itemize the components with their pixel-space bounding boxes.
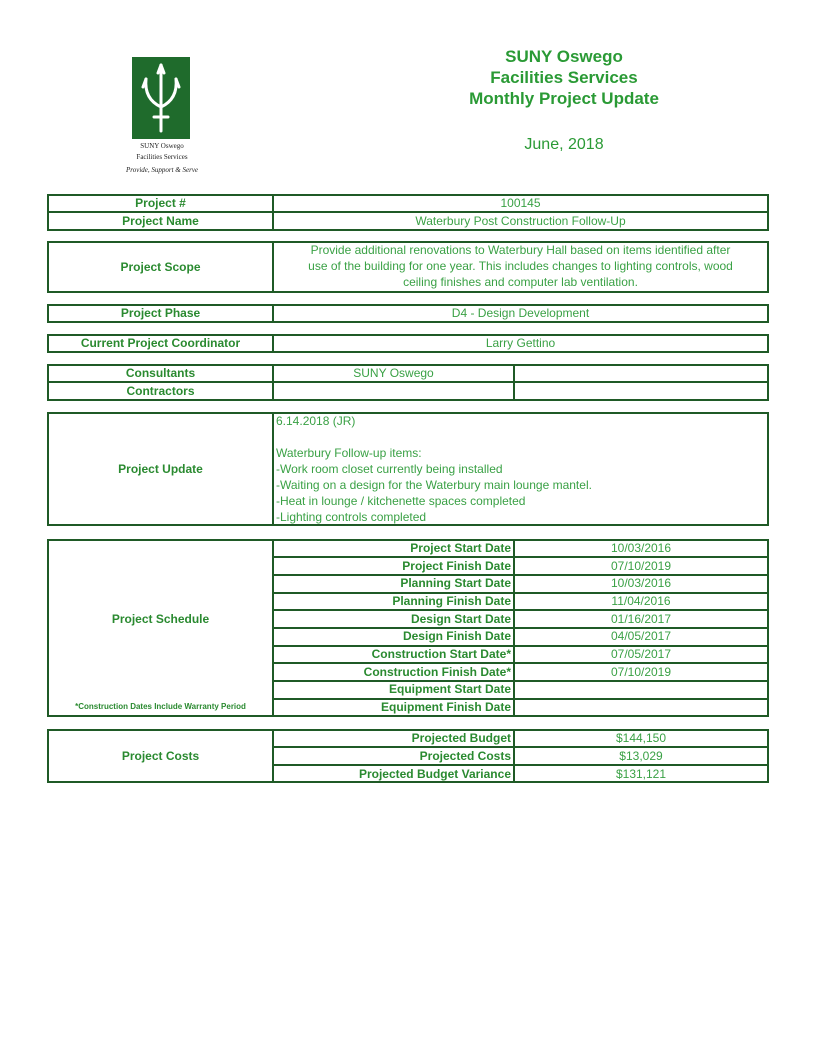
schedule-row-label: Construction Finish Date* <box>363 665 511 679</box>
contractors-label: Contractors <box>126 384 195 398</box>
update-line: -Waiting on a design for the Waterbury main lounge mantel. <box>276 478 592 492</box>
update-line: -Work room closet currently being installed <box>276 462 503 476</box>
project-number-label: Project # <box>135 196 186 210</box>
schedule-row-value: 10/03/2016 <box>610 576 672 590</box>
schedule-row-label: Project Start Date <box>410 541 511 555</box>
project-name-label: Project Name <box>122 214 199 228</box>
schedule-row-label: Planning Start Date <box>400 576 511 590</box>
logo-tagline: Provide, Support & Serve <box>125 166 199 174</box>
update-line: -Lighting controls completed <box>276 510 427 524</box>
project-phase-label: Project Phase <box>120 306 201 320</box>
project-update-label: Project Update <box>118 462 203 476</box>
schedule-row-label: Equipment Finish Date <box>380 700 511 714</box>
cost-row-value: $144,150 <box>615 731 667 745</box>
update-line: Waterbury Follow-up items: <box>276 446 422 460</box>
project-schedule-label-cell <box>47 539 274 717</box>
schedule-row-value: 04/05/2017 <box>610 629 672 643</box>
schedule-row-value: 07/10/2019 <box>610 665 672 679</box>
report-date: June, 2018 <box>524 136 604 153</box>
project-number: 100145 <box>500 196 541 210</box>
header-org: SUNY Oswego <box>505 47 623 66</box>
project-scope-line: use of the building for one year. This includes changes to lighting controls, wood <box>308 259 733 273</box>
schedule-row-value: 11/04/2016 <box>611 594 671 608</box>
update-line: -Heat in lounge / kitchenette spaces completed <box>276 494 526 508</box>
schedule-row-value: 07/10/2019 <box>610 559 672 573</box>
consultants-label: Consultants <box>125 366 196 380</box>
cost-row-label: Projected Budget <box>411 731 511 745</box>
logo-line1: SUNY Oswego <box>140 142 184 150</box>
header-dept: Facilities Services <box>490 68 638 87</box>
schedule-row-label: Project Finish Date <box>402 559 511 573</box>
schedule-row-value: 01/16/2017 <box>610 612 672 626</box>
schedule-row-value: 10/03/2016 <box>610 541 672 555</box>
project-schedule-label: Project Schedule <box>111 612 210 626</box>
coordinator-label: Current Project Coordinator <box>80 336 241 350</box>
project-scope-label: Project Scope <box>120 260 201 274</box>
schedule-note: *Construction Dates Include Warranty Period <box>75 702 246 711</box>
schedule-row-value: 07/05/2017 <box>610 647 672 661</box>
logo-line2: Facilities Services <box>136 153 188 161</box>
schedule-row-label: Equipment Start Date <box>388 682 511 696</box>
page-title: Monthly Project Update <box>469 89 659 108</box>
cost-row-value: $131,121 <box>615 767 667 781</box>
cost-row-value: $13,029 <box>619 749 663 763</box>
project-scope-line: ceiling finishes and computer lab ventilation. <box>403 275 638 289</box>
schedule-row-label: Construction Start Date* <box>371 647 511 661</box>
project-costs-label: Project Costs <box>121 749 200 763</box>
trident-icon <box>132 57 190 139</box>
project-name: Waterbury Post Construction Follow-Up <box>415 214 626 228</box>
project-scope-line: Provide additional renovations to Waterbury Hall based on items identified after <box>310 243 731 257</box>
update-line: 6.14.2018 (JR) <box>276 414 356 428</box>
consultant-name: SUNY Oswego <box>353 366 434 380</box>
schedule-row-label: Design Finish Date <box>402 629 511 643</box>
schedule-row-label: Planning Finish Date <box>392 594 511 608</box>
project-phase: D4 - Design Development <box>451 306 590 320</box>
schedule-row-label: Design Start Date <box>410 612 511 626</box>
coordinator-name: Larry Gettino <box>485 336 556 350</box>
cost-row-label: Projected Budget Variance <box>358 767 511 781</box>
cost-row-label: Projected Costs <box>419 749 511 763</box>
